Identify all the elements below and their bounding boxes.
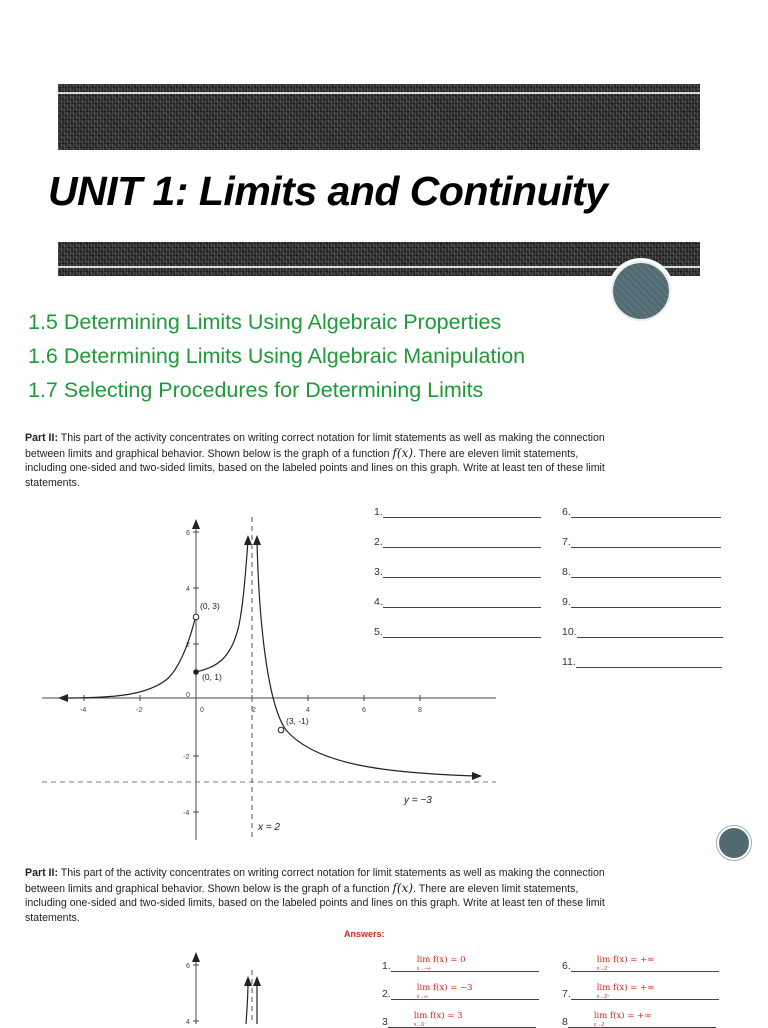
banner-strip-bottom bbox=[58, 266, 700, 268]
answer-item: 3 lim f(x) = 3 x→0⁻ bbox=[382, 1013, 536, 1028]
answer-blank[interactable]: 7. bbox=[562, 536, 721, 548]
y-axis-arrow bbox=[192, 952, 200, 962]
point-label: (0, 3) bbox=[200, 601, 220, 611]
function-graph bbox=[36, 505, 500, 845]
answer-blank[interactable]: 2. bbox=[374, 536, 541, 548]
up-arrow-icon bbox=[253, 535, 261, 545]
part-label: Part II: bbox=[25, 432, 58, 444]
y-tick-label: -4 bbox=[183, 810, 190, 817]
curve-left-branch bbox=[64, 619, 195, 698]
answer-blank[interactable]: 4. bbox=[374, 596, 541, 608]
open-point bbox=[193, 614, 199, 620]
answer-blank[interactable]: 6. bbox=[562, 506, 721, 518]
answer-blank[interactable]: 5. bbox=[374, 626, 541, 638]
answer-item: 2. lim f(x) = −3 x→∞ bbox=[382, 985, 539, 1000]
answer-blank[interactable]: 9. bbox=[562, 596, 721, 608]
answer-item: 6. lim f(x) = +∞ x→2⁻ bbox=[562, 957, 719, 972]
x-tick-label: -4 bbox=[80, 707, 87, 714]
topic-list bbox=[28, 305, 525, 407]
function-name: f(x) bbox=[392, 880, 414, 895]
part-instructions bbox=[25, 866, 615, 925]
y-tick-label: 4 bbox=[186, 586, 190, 593]
left-arrow-icon bbox=[58, 694, 68, 702]
vertical-asymptote-label: x = 2 bbox=[258, 822, 280, 833]
y-tick-label: 6 bbox=[186, 963, 190, 970]
topic-item: 1.5 Determining Limits Using Algebraic Properties bbox=[28, 310, 502, 334]
y-axis-arrow bbox=[192, 519, 200, 529]
part-text-1: This part of the activity concentrates on writing correct notation for limit statements as well as making the connection between limits and graphical behavior. Shown below is the graph of a function bbox=[25, 867, 605, 895]
answer-blank[interactable]: 11. bbox=[562, 656, 722, 668]
curve-middle-branch bbox=[246, 982, 248, 1024]
answer-item: 8 lim f(x) = +∞ x→2 bbox=[562, 1013, 716, 1028]
asymptote-label: y = −3 bbox=[404, 795, 432, 806]
part-instructions bbox=[25, 431, 615, 490]
part-label: Part II: bbox=[25, 867, 58, 879]
function-graph-partial bbox=[160, 950, 280, 1024]
x-tick-label: 2 bbox=[252, 707, 256, 714]
answer-blank[interactable]: 8. bbox=[562, 566, 721, 578]
answers-label: Answers: bbox=[344, 929, 385, 939]
up-arrow-icon bbox=[244, 535, 252, 545]
y-tick-label: 2 bbox=[186, 642, 190, 649]
up-arrow-icon bbox=[244, 976, 252, 986]
unit-title: UNIT 1: Limits and Continuity bbox=[48, 168, 608, 214]
y-tick-label: 6 bbox=[186, 530, 190, 537]
answer-item: 1. lim f(x) = 0 x→−∞ bbox=[382, 957, 539, 972]
open-point bbox=[278, 727, 284, 733]
banner-strip-top bbox=[58, 92, 700, 94]
x-tick-label: 6 bbox=[362, 707, 366, 714]
up-arrow-icon bbox=[253, 976, 261, 986]
function-name: f(x) bbox=[392, 445, 414, 460]
topic-item: 1.6 Determining Limits Using Algebraic Manipulation bbox=[28, 344, 526, 368]
answer-blank[interactable]: 3. bbox=[374, 566, 541, 578]
x-tick-label: 4 bbox=[306, 707, 310, 714]
part-text-2: . There are eleven limit statements, including one-sided and two-sided limits, based on the labeled points and lines on this graph. Write at least ten of these limit statements. bbox=[25, 447, 605, 489]
point-label: (0, 1) bbox=[202, 672, 222, 682]
closed-point bbox=[193, 669, 199, 675]
x-tick-label: 8 bbox=[418, 707, 422, 714]
part-text-1: This part of the activity concentrates on writing correct notation for limit statements as well as making the connection between limits and graphical behavior. Shown below is the graph of a function bbox=[25, 432, 605, 460]
y-tick-label: 0 bbox=[186, 692, 190, 699]
topic-item: 1.7 Selecting Procedures for Determining Limits bbox=[28, 378, 484, 402]
x-tick-label: -2 bbox=[136, 707, 143, 714]
title-band bbox=[38, 150, 700, 242]
decorative-circle-icon bbox=[717, 826, 751, 860]
y-tick-label: -2 bbox=[183, 754, 190, 761]
decorative-circle-icon bbox=[608, 258, 674, 324]
x-tick-label: 0 bbox=[200, 707, 204, 714]
right-arrow-icon bbox=[472, 772, 482, 780]
answer-blank[interactable]: 1. bbox=[374, 506, 541, 518]
point-label: (3, -1) bbox=[286, 716, 309, 726]
y-tick-label: 4 bbox=[186, 1019, 190, 1024]
answer-item: 7. lim f(x) = +∞ x→2⁺ bbox=[562, 985, 719, 1000]
part-text-2: . There are eleven limit statements, including one-sided and two-sided limits, based on the labeled points and lines on this graph. Write at least ten of these limit statements. bbox=[25, 882, 605, 924]
answer-blank[interactable]: 10. bbox=[562, 626, 723, 638]
